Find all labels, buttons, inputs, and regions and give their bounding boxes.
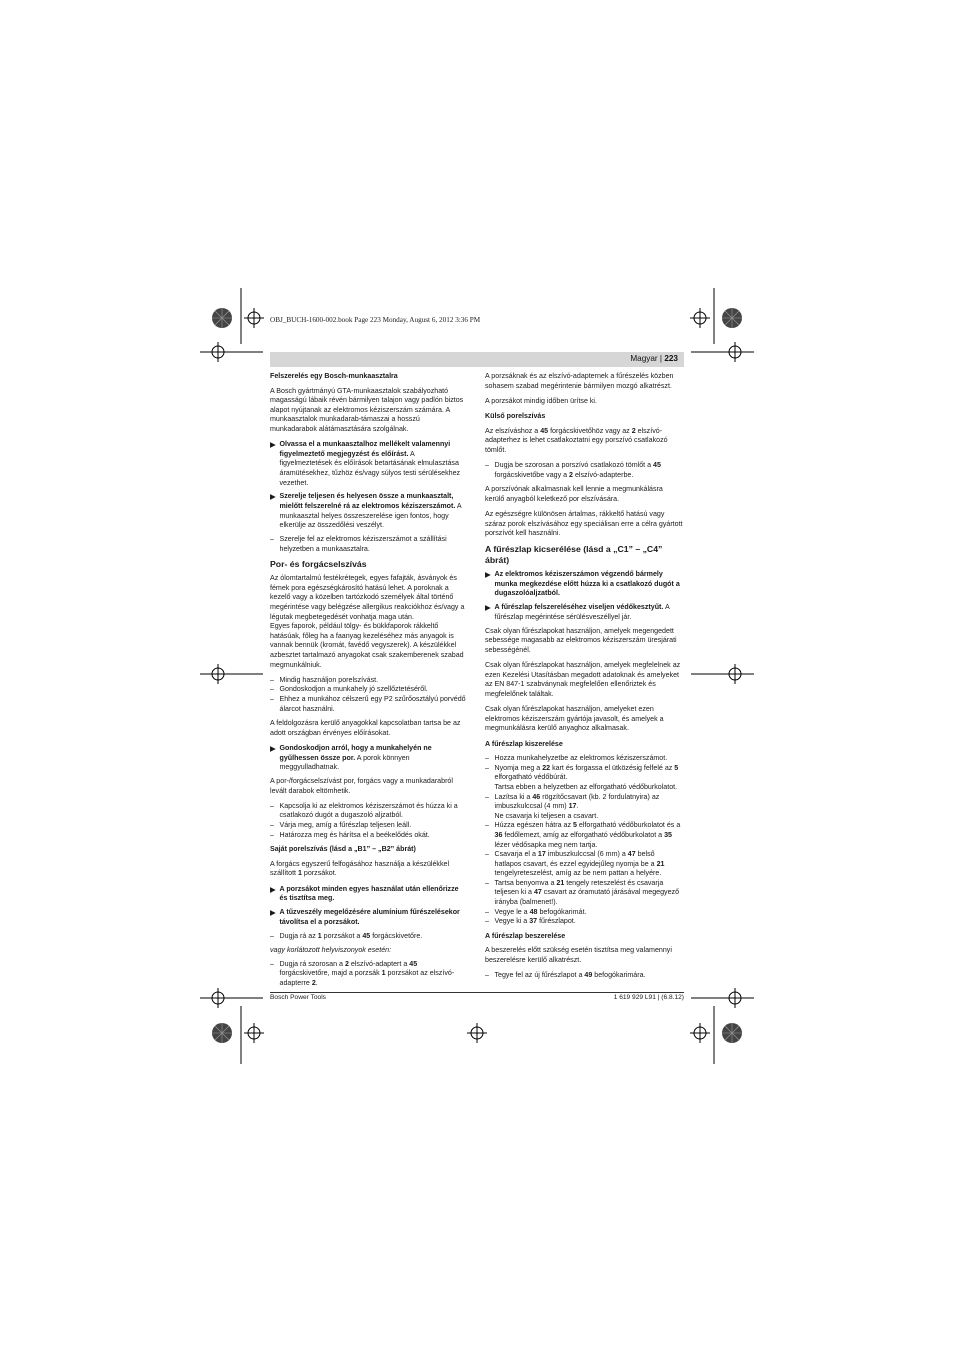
list-item [270, 695, 468, 714]
dash-bullet: – [270, 801, 274, 810]
part-number: 48 [529, 907, 538, 916]
text-run: Csavarja el a [494, 850, 538, 859]
part-number: 2 [344, 959, 349, 968]
section-heading: Külső porelszívás [485, 411, 546, 420]
part-number: 21 [556, 878, 565, 887]
triangle-bullet-icon: ▶ [270, 884, 276, 894]
footer-code: 1 619 929 L91 | (6.8.12) [613, 994, 684, 1001]
warning-text: A munkaasztal helyes összeszerelése igen fontos, hogy elkerülje az összedőlési veszélyt. [279, 502, 462, 530]
warning-bold: Gondoskodjon arról, hogy a munkahelyén ne gyűlhessen össze por. [279, 743, 432, 762]
text-run: Tegye fel az új fűrészlapot a [494, 971, 585, 980]
warning-item [270, 492, 468, 530]
text-run: porzsákot az elszívó-adapterre [279, 969, 455, 987]
text-run: rögzítőcsavart (kb. 2 fordulatnyira) az imbuszkulccsal (4 mm) [494, 792, 660, 811]
list-item [485, 821, 683, 850]
text-run: Vegye ki a [494, 917, 530, 926]
part-number: 1 [298, 869, 302, 878]
paragraph [270, 860, 468, 879]
page-header-bar [270, 352, 684, 367]
paragraph: Az egészségre különösen ártalmas, rákkeltő hatású vagy száraz porok elszívásához egy speciálisan erre a célra gyártott porszívót kell használni. [485, 509, 683, 538]
text-run: Tartsa benyomva a [494, 878, 557, 887]
text-run: belső hatlapos csavart, és ezzel egyidejűleg nyomja be a [494, 850, 657, 868]
paragraph: A feldolgozásra kerülő anyagokkal kapcsolatban tartsa be az adott országban érvényes előírásokat. [270, 719, 461, 737]
right-column [485, 372, 683, 981]
text-run: Vegye le a [494, 907, 530, 916]
part-number: 47 [533, 888, 542, 897]
footer-brand: Bosch Power Tools [270, 994, 326, 1001]
header-separator: | [657, 354, 665, 363]
part-number: 1 [381, 969, 386, 978]
warning-item [270, 885, 468, 904]
list-item-text: Határozza meg és hárítsa el a beékelődés okát. [279, 830, 430, 839]
warning-item [270, 440, 468, 488]
text-run: Dugja rá szorosan a [279, 959, 345, 968]
text-run: elszívó-adapterbe. [572, 470, 634, 479]
dash-bullet: – [270, 535, 274, 544]
part-number: 47 [627, 850, 636, 859]
part-number: 21 [656, 859, 665, 868]
triangle-bullet-icon: ▶ [270, 908, 276, 918]
paragraph: A Bosch gyártmányú GTA-munkaasztalok szabályozható magasságú lábaik révén bármilyen talajon vagy padlón biztos alapot nyújtanak az elektromos kéziszerszám számára. A munkaasztalok munkadarab-támaszai a hosszú munkadarabok alátámasztására szolgálnak. [270, 386, 464, 433]
paragraph: Csak olyan fűrészlapokat használjon, amelyek megfelelnek az ezen Kezelési Utasításban megadott adatoknak és amelyeket az EN 847-1 szabványnak megfelelően ellenőriztek és megfelelőnek találtak. [485, 661, 681, 698]
dash-bullet: – [270, 931, 274, 940]
list-item [485, 971, 683, 981]
list-item [485, 793, 683, 822]
part-number: 1 [317, 931, 322, 940]
part-number: 2 [631, 426, 636, 435]
dash-bullet: – [270, 685, 274, 694]
page-number: 223 [664, 354, 678, 363]
part-number: 2 [569, 470, 573, 479]
text-run: fedőlemezt, amíg az elforgatható védőburkolatot a [502, 830, 665, 839]
dash-bullet: – [485, 971, 489, 980]
text-run: Ne csavarja ki teljesen a csavart. [494, 811, 599, 820]
list-item [485, 754, 683, 764]
warning-item [270, 744, 468, 773]
paragraph: A porszívónak alkalmasnak kell lennie a megmunkálásra kerülő anyagból keletkező por elszívására. [485, 485, 663, 503]
dash-bullet: – [270, 675, 274, 684]
text-run: Az elszíváshoz a [485, 426, 541, 435]
section-heading: Por- és forgácselszívás [270, 559, 367, 570]
section-heading: A fűrészlap kicserélése (lásd a „C1” – „C4” ábrát) [485, 544, 663, 566]
print-slug: OBJ_BUCH-1600-002.book Page 223 Monday, August 6, 2012 3:36 PM [270, 316, 481, 324]
text-run: forgácskivetőre, majd a porzsák [279, 969, 382, 978]
part-number: 45 [362, 931, 371, 940]
text-run: forgácskivetőre. [370, 931, 423, 940]
warning-bold: A tűzveszély megelőzésére alumínium fűrészelésekor távolítsa el a porzsákot. [279, 908, 460, 926]
list-item-text: Várja meg, amíg a fűrészlap teljesen leáll. [279, 821, 412, 830]
list-item-text: Hozza munkahelyzetbe az elektromos kéziszerszámot. [494, 754, 668, 763]
text-run: imbuszkulccsal (6 mm) a [545, 850, 628, 859]
text-run: Húzza egészen hátra az [494, 821, 573, 830]
warning-item [270, 908, 468, 927]
triangle-bullet-icon: ▶ [270, 743, 276, 753]
dash-bullet: – [270, 959, 274, 968]
paragraph: Egyes faporok, például tölgy- és bükkfaporok rákkeltő hatásúak, főleg ha a faanyag kezeléséhez más anyagok is vannak bennük (kromát, favédő vegyszerek). A készülékkel azbesztet tartalmazó anyagokat csak szakemberenek szabad megmunkálniuk. [270, 622, 464, 669]
dash-bullet: – [485, 754, 489, 763]
warning-item [485, 603, 683, 622]
text-run: lézer védősapka meg nem tartja. [494, 840, 598, 849]
list-item [270, 821, 468, 831]
list-item-text: Ehhez a munkához célszerű egy P2 szűrőosztályú porvédő álarcot használni. [279, 695, 466, 713]
part-number: 46 [532, 792, 541, 801]
triangle-bullet-icon: ▶ [485, 603, 491, 613]
part-number: 35 [664, 830, 672, 839]
text-run: . [315, 978, 318, 987]
warning-bold: Szerelje teljesen és helyesen össze a munkaasztalt, mielőtt felszerelné rá az elektromos kéziszerszámot. [279, 492, 456, 511]
paragraph: Csak olyan fűrészlapokat használjon, amelyek megengedett sebessége magasabb az elektromos kéziszerszám üresjárati sebességénél. [485, 626, 677, 655]
part-number: 17 [568, 802, 577, 811]
list-item [485, 917, 683, 927]
dash-bullet: – [270, 695, 274, 703]
part-number: 17 [537, 850, 546, 859]
warning-text: A porok könnyen meggyulladhatnak. [279, 753, 410, 772]
part-number: 37 [529, 917, 538, 926]
warning-item [485, 570, 683, 599]
text-run: fűrészlapot. [537, 917, 576, 926]
dash-bullet: – [485, 460, 489, 469]
part-number: 49 [584, 971, 593, 980]
part-number: 45 [409, 959, 418, 968]
paragraph: Az ólomtartalmú festékrétegek, egyes fafajták, ásványok és fémek pora egészségkárosító hatású lehet. A poroknak a kezelő vagy a közelben tartózkodó személyek által történő megérintése vagy belégzése allergikus reakciókhoz és/vagy a légutak megbetegedését vonhatja maga után. [270, 574, 465, 621]
text-run: tengely reteszelést és csavarja teljesen ki a [494, 878, 664, 897]
section-heading: A fűrészlap kiszerelése [485, 739, 563, 748]
part-number: 45 [653, 460, 661, 469]
text-run: forgácskivetőbe vagy a [494, 470, 570, 479]
text-run: csavart az óramutató járásával megegyező irányba (balmenet!). [494, 888, 680, 907]
part-number: 22 [542, 763, 551, 772]
paragraph: Csak olyan fűrészlapokat használjon, amelyeket ezen elektromos kéziszerszám gyártója javasolt, és amelyek a megmunkálásra kerülő anyaghoz alkalmasak. [485, 705, 664, 733]
text-run: elforgatható védőburkolatot és a [576, 821, 681, 830]
text-run: Dugja rá az [279, 931, 318, 940]
header-language: Magyar [630, 354, 658, 363]
list-item [485, 879, 683, 908]
dash-bullet: – [485, 763, 489, 772]
part-number: 45 [540, 426, 549, 435]
paragraph [485, 427, 683, 456]
left-column [270, 372, 468, 989]
paragraph: A porzsákot mindig időben ürítse ki. [485, 396, 597, 405]
warning-bold: A fűrészlap felszereléséhez viseljen védőkesztyűt. [494, 603, 664, 612]
footer-rule [270, 992, 684, 993]
warning-bold: Olvassa el a munkaasztalhoz mellékelt valamennyi figyelmeztető megjegyzést és előírást. [279, 440, 451, 458]
paragraph: A porzsáknak és az elszívó-adapternek a fűrészelés közben sohasem szabad megérintenie bármilyen mozgó alkatrészt. [485, 372, 674, 390]
list-item [485, 908, 683, 918]
list-item-text: Szerelje fel az elektromos kéziszerszámot a szállítási helyzetben a munkaasztalra. [279, 535, 447, 553]
dash-bullet: – [485, 821, 489, 830]
part-number: 2 [311, 978, 316, 987]
text-run: tengelyreteszelést, amíg az be nem pattan a helyére. [494, 869, 662, 878]
list-item-text: Gondoskodjon a munkahely jó szellőztetéséről. [279, 685, 428, 694]
dash-bullet: – [485, 907, 489, 916]
text-run: porzsákot. [301, 869, 337, 878]
section-heading: Saját porelszívás (lásd a „B1” – „B2” ábrát) [270, 845, 416, 854]
triangle-bullet-icon: ▶ [270, 492, 276, 502]
text-run: Lazítsa ki a [494, 792, 533, 801]
dash-bullet: – [485, 878, 489, 887]
text-run: elforgatható védőbúrát. [494, 773, 568, 782]
list-item-text: Mindig használjon porelszívást. [279, 675, 379, 684]
list-item [270, 831, 468, 841]
list-item [485, 850, 683, 879]
italic-note: vagy korlátozott helyviszonyok esetén: [270, 946, 392, 955]
text-run: befogókarimát. [537, 907, 587, 916]
warning-bold: Az elektromos kéziszerszámon végzendő bármely munka megkezdése előtt húzza ki a csatlakozó dugót a dugaszolóaljzatból. [494, 570, 680, 598]
warning-bold: A porzsákot minden egyes használat után ellenőrizze és tisztítsa meg. [279, 884, 459, 903]
triangle-bullet-icon: ▶ [270, 440, 276, 450]
text-run: Tartsa ebben a helyzetben az elforgatható védőburkolatot. [494, 782, 678, 791]
part-number: 36 [494, 830, 503, 839]
part-number: 5 [572, 821, 577, 830]
text-run: . [576, 802, 579, 811]
section-heading: A fűrészlap beszerelése [485, 931, 566, 940]
list-item [270, 802, 468, 821]
warning-text: A figyelmeztetések és előírások betartásának elmulasztása áramütésekhez, tűzhöz és/vagy súlyos testi sérülésekhez vezethet. [279, 449, 461, 487]
text-run: A forgács egyszerű felfogásához használja a készülékkel szállított [270, 859, 450, 878]
dash-bullet: – [485, 850, 489, 859]
list-item [270, 960, 468, 989]
list-item [270, 685, 468, 695]
text-run: porzsákot a [321, 931, 363, 940]
paragraph: A por-/forgácselszívást por, forgács vagy a munkadarabról levált darabok eltömhetik. [270, 777, 453, 795]
list-item [270, 535, 468, 554]
list-item [270, 932, 468, 942]
dash-bullet: – [270, 830, 274, 839]
page-header [630, 354, 684, 363]
text-run: befogókarimára. [592, 971, 646, 980]
triangle-bullet-icon: ▶ [485, 570, 491, 580]
warning-text: A fűrészlap megérintése sérülésveszéllyel jár. [494, 603, 670, 621]
list-item [485, 764, 683, 793]
text-run: elszívó-adaptert a [348, 959, 410, 968]
list-item [270, 676, 468, 686]
list-item-text: Kapcsolja ki az elektromos kéziszerszámot és húzza ki a csatlakozó dugót a dugaszoló aljzatból. [279, 801, 458, 820]
text-run: elszívó-adapterhez is lehet csatlakoztatni egy porszívó csatlakozó tömlőt. [485, 426, 668, 454]
text-run: Nyomja meg a [494, 763, 543, 772]
text-run: forgácskivetőhöz vagy az [548, 426, 632, 435]
section-heading: Felszerelés egy Bosch-munkaasztalra [270, 372, 398, 380]
dash-bullet: – [485, 792, 489, 801]
paragraph: A beszerelés előtt szükség esetén tisztítsa meg valamennyi beszerelésre kerülő alkatrészt. [485, 946, 672, 965]
text-run: Dugja be szorosan a porszívó csatlakozó tömlőt a [494, 460, 654, 469]
text-run: kart és forgassa el ütközésig felfelé az [550, 763, 675, 772]
part-number: 5 [674, 763, 679, 772]
list-item [485, 461, 683, 480]
dash-bullet: – [270, 821, 274, 830]
dash-bullet: – [485, 917, 489, 926]
